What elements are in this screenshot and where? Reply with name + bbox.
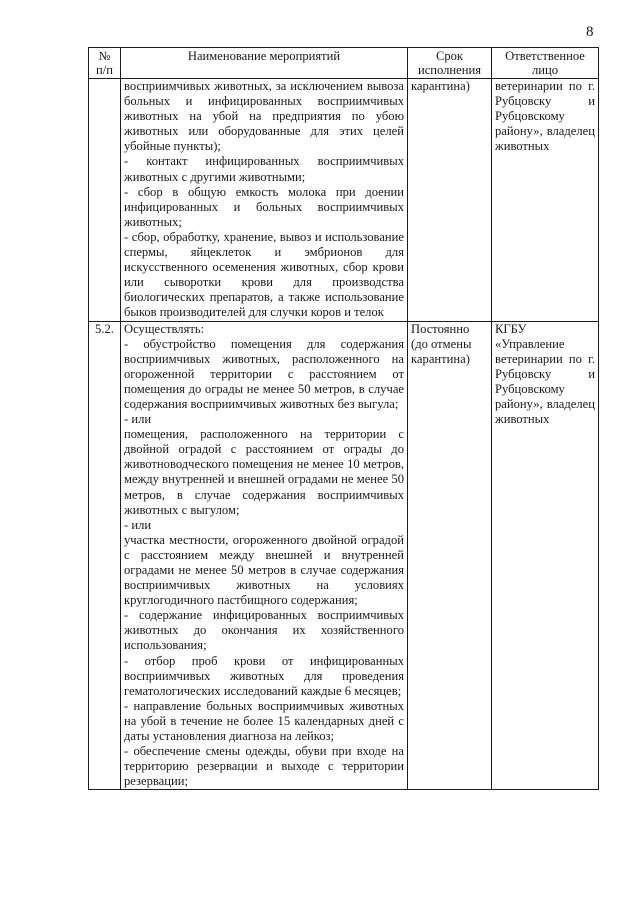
responsible-cell: КГБУ «Управление ветеринарии по г. Рубцовску и Рубцовскому району», владелец животных <box>492 321 599 790</box>
measure-line: - или <box>124 412 152 427</box>
measure-line: - контакт инфицированных восприимчивых животных с другими животными; <box>124 154 404 184</box>
measure-line: - сбор в общую емкость молока при доении инфицированных и больных восприимчивых животных; <box>124 184 404 229</box>
measure-line: участка местности, огороженного двойной оградой с расстоянием между внешней и внутренней оградами не менее 50 метров в случае содержания восприимчивых животных на условиях круглогодичного пастбищного содержания; <box>124 532 404 608</box>
row-number: 5.2. <box>89 321 121 790</box>
page-number: 8 <box>586 24 594 40</box>
term-cell: Постоянно (до отмены карантина) <box>408 321 492 790</box>
responsible-cell: ветеринарии по г. Рубцовску и Рубцовскому району», владелец животных <box>492 79 599 322</box>
table-row <box>89 79 599 322</box>
header-name: Наименование мероприятий <box>121 48 408 79</box>
measure-line: - обустройство помещения для содержания восприимчивых животных, расположенного на огороженной территории с расстоянием от помещения до ограды не менее 50 метров, в случае содержания восприимчивых животных без выгула; <box>124 336 404 411</box>
row-number <box>89 79 121 322</box>
measure-line: - сбор, обработку, хранение, вывоз и использование спермы, яйцеклеток и эмбрионов для искусственного осеменения животных, сбор крови или сыворотки крови для производства биологических препаратов, а также использование быков производителей для случки коров и телок <box>124 229 404 320</box>
header-term: Срок исполнения <box>408 48 492 79</box>
measures-table <box>88 47 599 790</box>
table-header-row <box>89 48 599 79</box>
measure-line: восприимчивых животных, за исключением вывоза больных и инфицированных восприимчивых животных на убой на предприятия по убою животных или оборудованные для этих целей убойные пункты); <box>124 79 404 154</box>
measure-line: - или <box>124 517 152 532</box>
table-row <box>89 321 599 790</box>
measure-line: Осуществлять: <box>124 321 205 336</box>
measure-description <box>121 79 408 322</box>
measure-line: - содержание инфицированных восприимчивых животных до окончания их хозяйственного использования; <box>124 608 404 653</box>
measure-line: - направление больных восприимчивых животных на убой в течение не более 15 календарных дней с даты установления диагноза на лейкоз; <box>124 698 404 744</box>
term-cell: карантина) <box>408 79 492 322</box>
measure-description <box>121 321 408 790</box>
header-responsible: Ответственное лицо <box>492 48 599 79</box>
header-num: № п/п <box>89 48 121 79</box>
measure-line: - обеспечение смены одежды, обуви при входе на территорию резервации и выходе с территории резервации; <box>124 744 404 789</box>
measure-line: помещения, расположенного на территории с двойной оградой с расстоянием от ограды до животноводческого помещения не менее 10 метров, между внутренней и внешней оградами не менее 50 метров, в случае содержания восприимчивых животных с выгулом; <box>124 427 404 517</box>
measure-line: - отбор проб крови от инфицированных восприимчивых животных для проведения гематологических исследований каждые 6 месяцев; <box>124 653 404 698</box>
